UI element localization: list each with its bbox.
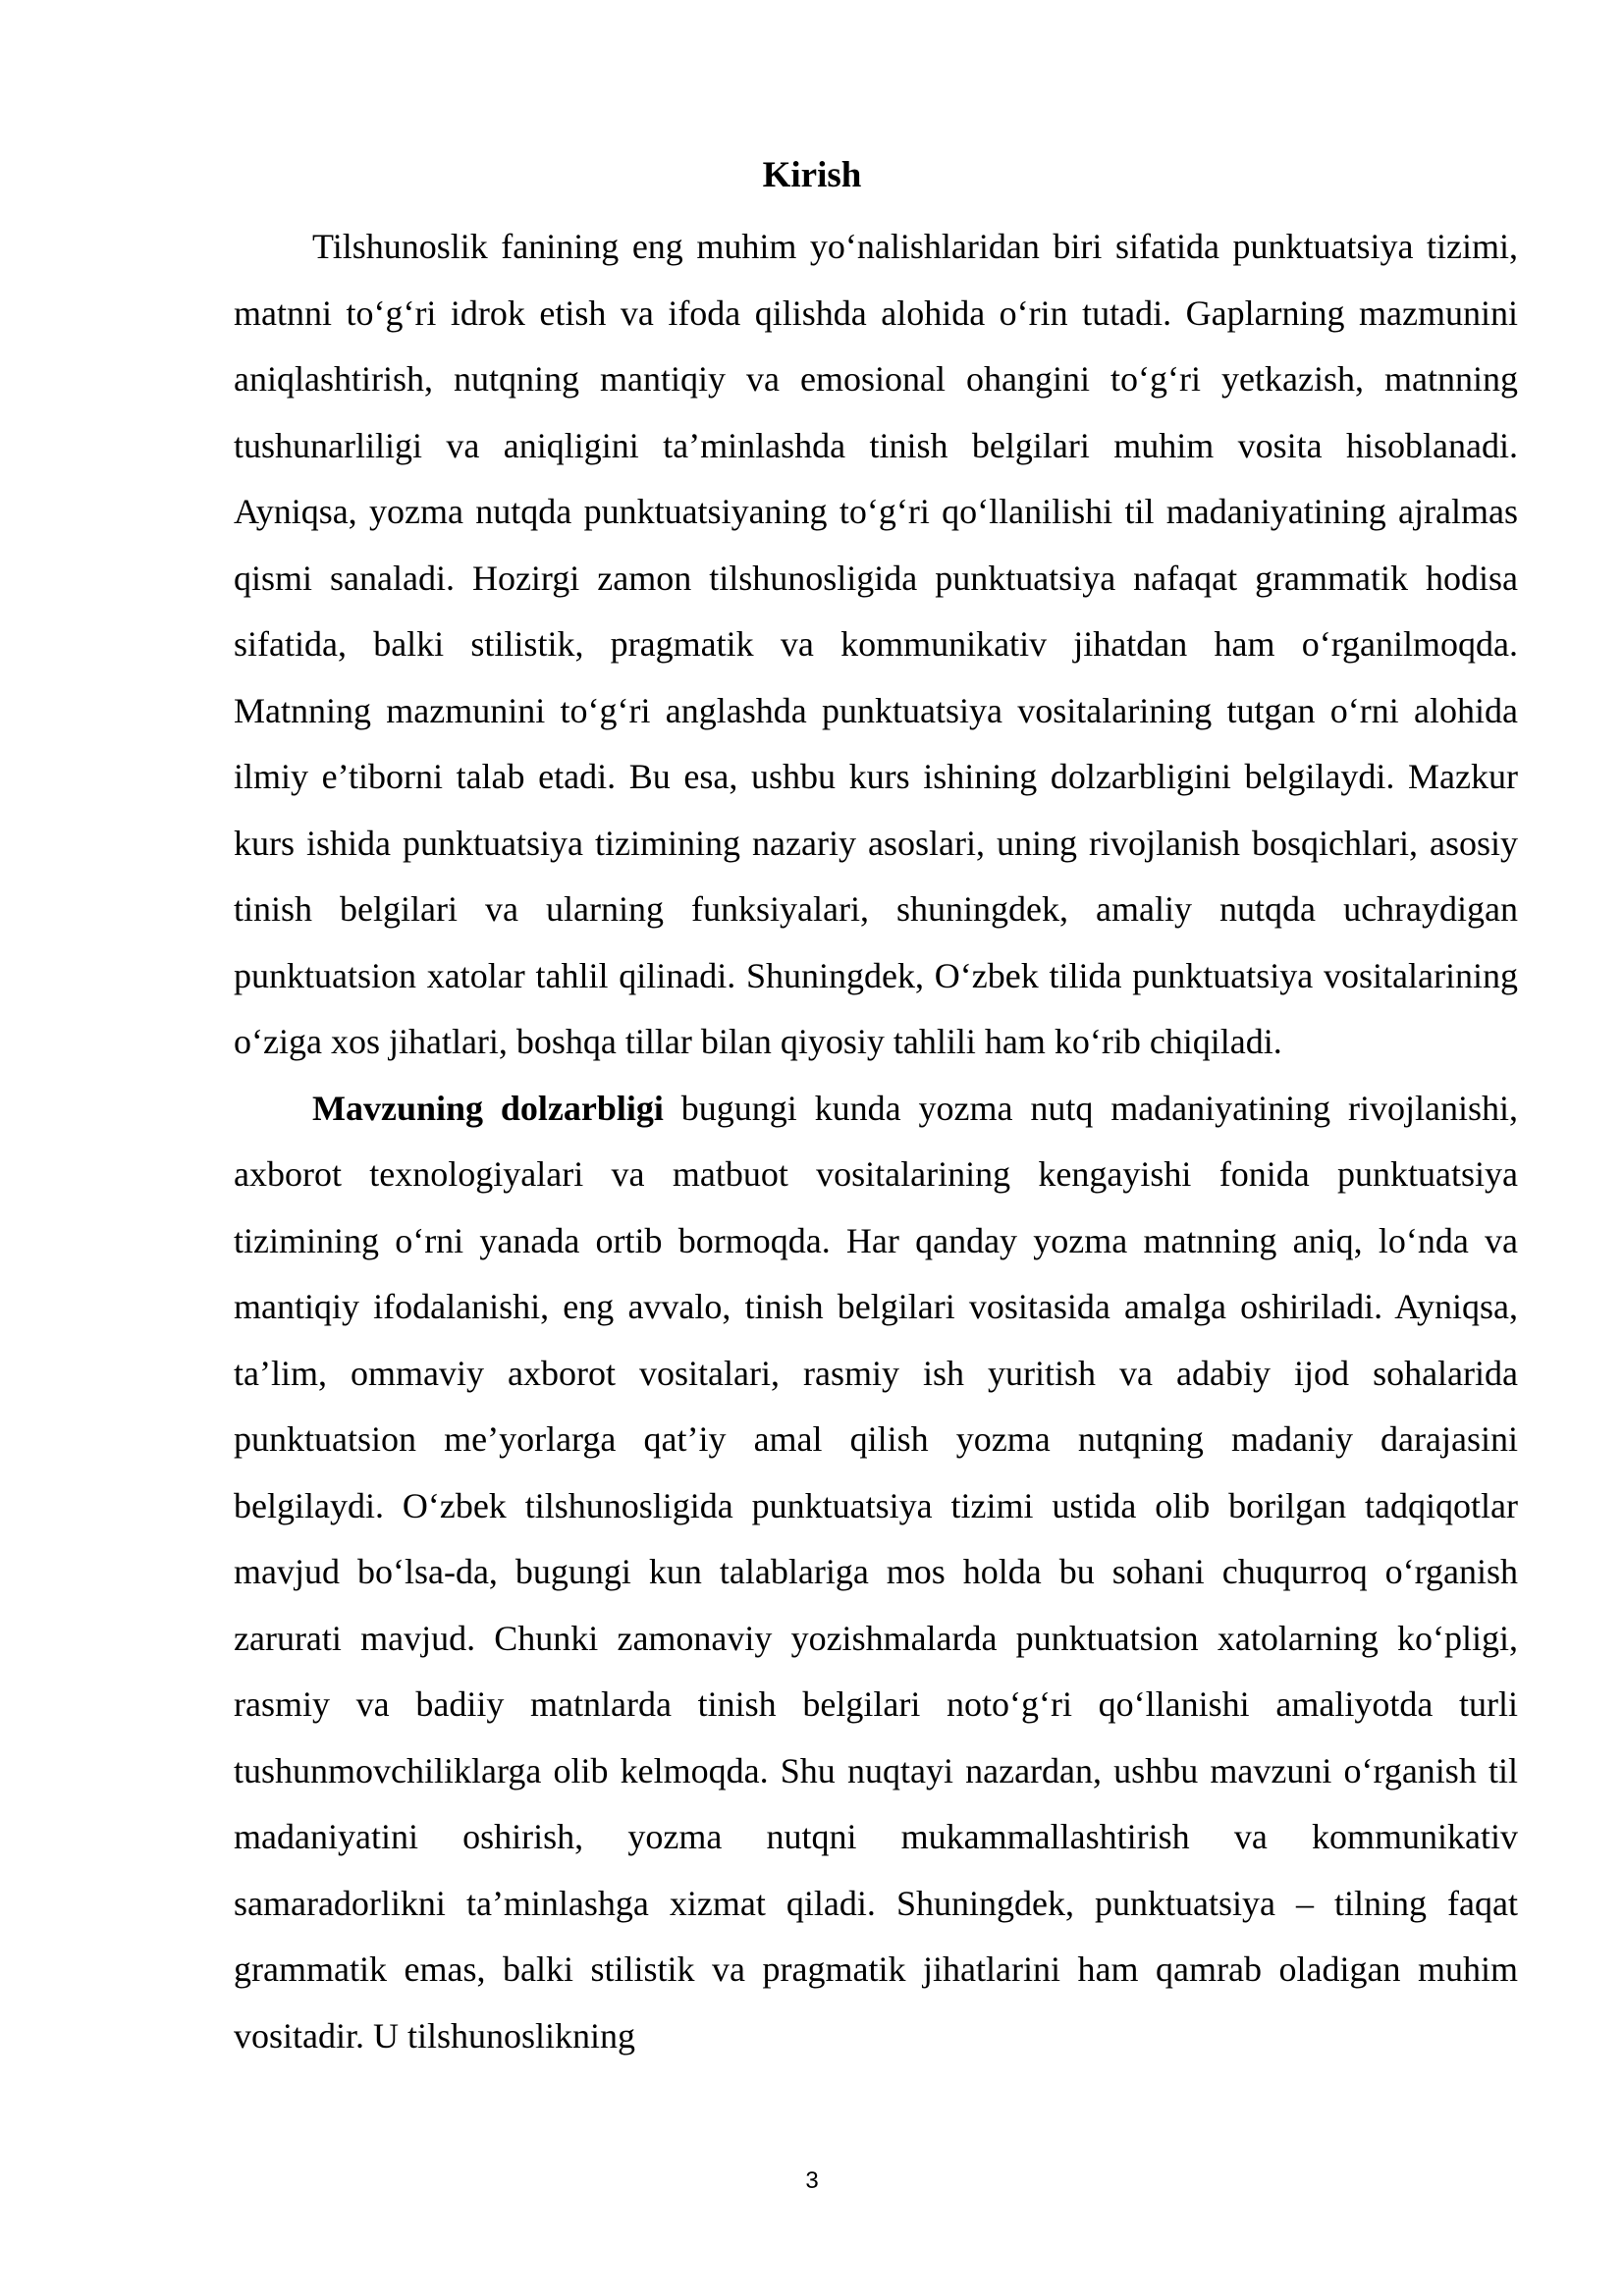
section-heading: Kirish xyxy=(762,155,862,195)
paragraph-relevance xyxy=(234,1076,1518,2070)
paragraph-relevance-text: bugungi kunda yozma nutq madaniyatining rivojlanishi, axborot texnologiyalari va matbuot vositalarining kengayishi fonida punktuatsiya tizimining o‘rni yanada ortib bormoqda. Har qanday yozma matnning aniq, lo‘nda va mantiqiy ifodalanishi, eng avvalo, tinish belgilari vositasida amalga oshiriladi. Ayniqsa, ta’lim, ommaviy axborot vositalari, rasmiy ish yuritish va adabiy ijod sohalarida punktuatsion me’yorlarga qat’iy amal qilish yozma nutqning madaniy darajasini belgilaydi. O‘zbek tilshunosligida punktuatsiya tizimi ustida olib borilgan tadqiqotlar mavjud bo‘lsa-da, bugungi kun talablariga mos holda bu sohani chuqurroq o‘rganish zarurati mavjud. Chunki zamonaviy yozishmalarda punktuatsion xatolarning ko‘pligi, rasmiy va badiiy matnlarda tinish belgilari noto‘g‘ri qo‘llanishi amaliyotda turli tushunmovchiliklarga olib kelmoqda. Shu nuqtayi nazardan, ushbu mavzuni o‘rganish til madaniyatini oshirish, yozma nutqni mukammallashtirish va kommunikativ samaradorlikni ta’minlashga xizmat qiladi. Shuningdek, punktuatsiya – tilning faqat grammatik emas, balki stilistik va pragmatik jihatlarini ham qamrab oladigan muhim vositadir. U tilshunoslikning xyxy=(234,1088,1519,2056)
paragraph-intro xyxy=(234,214,1518,1076)
paragraph-intro-text: Tilshunoslik fanining eng muhim yo‘nalishlaridan biri sifatida punktuatsiya tizimi, matnni to‘g‘ri idrok etish va ifoda qilishda alohida o‘rin tutadi. Gaplarning mazmunini aniqlashtirish, nutqning mantiqiy va emosional ohangini to‘g‘ri yetkazish, matnning tushunarliligi va aniqligini ta’minlashda tinish belgilari muhim vosita hisoblanadi. Ayniqsa, yozma nutqda punktuatsiyaning to‘g‘ri qo‘llanilishi til madaniyatining ajralmas qismi sanaladi. Hozirgi zamon tilshunosligida punktuatsiya nafaqat grammatik hodisa sifatida, balki stilistik, pragmatik va kommunikativ jihatdan ham o‘rganilmoqda. Matnning mazmunini to‘g‘ri anglashda punktuatsiya vositalarining tutgan o‘rni alohida ilmiy e’tiborni talab etadi. Bu esa, ushbu kurs ishining dolzarbligini belgilaydi. Mazkur kurs ishida punktuatsiya tizimining nazariy asoslari, uning rivojlanish bosqichlari, asosiy tinish belgilari va ularning funksiyalari, shuningdek, amaliy nutqda uchraydigan punktuatsion xatolar tahlil qilinadi. Shuningdek, O‘zbek tilida punktuatsiya vositalarining o‘ziga xos jihatlari, boshqa tillar bilan qiyosiy tahlili ham ko‘rib chiqiladi. xyxy=(234,227,1518,1061)
body-text xyxy=(234,214,1518,2069)
page-number: 3 xyxy=(805,2167,819,2194)
paragraph-relevance-lead: Mavzuning dolzarbligi xyxy=(312,1088,664,1128)
